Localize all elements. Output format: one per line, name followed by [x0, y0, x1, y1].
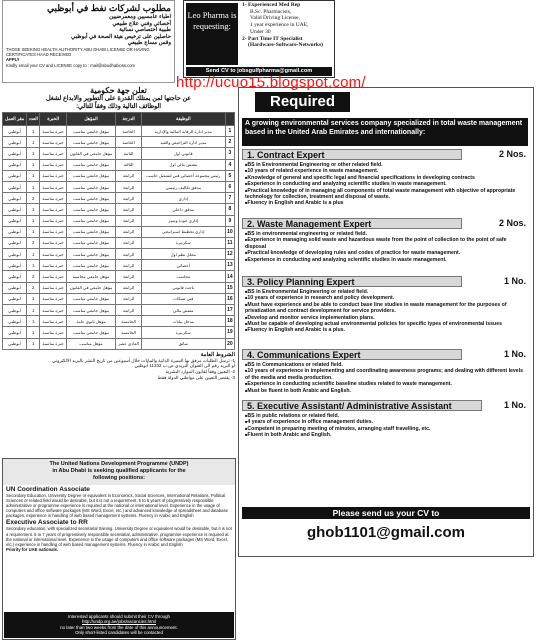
gov-table-cell: 1 — [27, 215, 40, 226]
gov-table-cell: أبوظبي — [3, 137, 27, 148]
gov-table-cell: خبرة مناسبة — [40, 126, 66, 137]
section-bullets — [245, 413, 528, 439]
gov-table-cell: 2 — [225, 137, 234, 148]
bullet: ■ BS in Environmental Engineering or other related field. — [245, 162, 528, 168]
gov-table-cell: مدقق تكاليف رئيسي — [141, 181, 225, 192]
gov-table-cell: 1 — [27, 316, 40, 327]
gov-table-cell: خبرة مناسبة — [40, 170, 66, 181]
gov-table-cell: الخاصة — [116, 126, 142, 137]
bullet: ■ BS in Communications or related field. — [245, 362, 528, 368]
gov-table-cell: 2 — [27, 282, 40, 293]
gov-table-cell: مؤهل جامعي مناسب — [66, 249, 116, 260]
gov-table-cell: 7 — [225, 193, 234, 204]
gov-table-header — [3, 113, 235, 126]
bullet: ■ Experience in conducting and analyzing scientific studies in waste management. — [245, 181, 528, 187]
ad-oil-companies — [2, 0, 175, 83]
gov-table-cell: الخامسة — [116, 316, 142, 327]
bullet: ■ Experience in managing solid waste and hazardous waste from the point of collection to the point of safe disposal — [245, 237, 528, 250]
undp-position-title: UN Coordination Associate — [6, 486, 90, 493]
gov-table-cell: 6 — [225, 181, 234, 192]
gov-table-cell: خبرة مناسبة — [40, 327, 66, 338]
ad-oil-contact: Kindly email your CV and LICENSE copy to : mail@abudhabioss.com — [6, 62, 136, 68]
bullet: ■ Must have experience and be able to conduct base line studies in waste management for the purposes of privatization and contract development for service providers. — [245, 302, 528, 315]
section-executive-assistant — [242, 400, 530, 411]
gov-table-cell: أبوظبي — [3, 305, 27, 316]
bullet: ■ 10 years of experience in implementing and coordinating awareness programs; and dealing with different levels of the media and media production. — [245, 368, 528, 381]
gov-table-cell: الرابعة — [116, 260, 142, 271]
gov-table-cell: مؤهل جامعي مناسب — [66, 327, 116, 338]
gov-table-row — [3, 271, 235, 282]
gov-table-cell: الخاصة — [116, 137, 142, 148]
gov-table-cell: أبوظبي — [3, 338, 27, 349]
gov-table-cell: 1 — [27, 249, 40, 260]
ad-oil-line: أخصائي وفني علاج طبيعي — [112, 20, 171, 27]
gov-table-cell: الرابعة — [116, 193, 142, 204]
leo-line: 1 year experience in UAE, — [250, 22, 309, 29]
gov-table-cell: 1 — [27, 137, 40, 148]
gov-table-cell: مؤهل جامعي مناسب — [66, 260, 116, 271]
gov-table-cell: 16 — [225, 293, 234, 304]
gov-table-cell: مؤهل جامعي مناسب — [66, 293, 116, 304]
ad-oil-line: اطباء عامسيين ومعمرضيين — [109, 14, 171, 20]
ad-oil-line: حاصلين على ترخيص هيئة الصحة في أبوظبي — [70, 33, 171, 40]
undp-head-line: in Abu Dhabi is seeking qualified applicants for the — [52, 467, 186, 474]
gov-table-cell: 1 — [27, 327, 40, 338]
gov-table-cell: الرابعة — [116, 215, 142, 226]
gov-table-cell: أبوظبي — [3, 226, 27, 237]
gov-table-cell: مؤهل مناسب — [66, 338, 116, 349]
gov-table-cell: 10 — [225, 226, 234, 237]
gov-table-cell: مؤهل جامعي مناسب — [66, 181, 116, 192]
gov-table-cell: خبرة مناسبة — [40, 260, 66, 271]
section-title: 2. Waste Management Expert — [242, 218, 462, 229]
gov-table-row — [3, 137, 235, 148]
gov-table-row — [3, 293, 235, 304]
gov-table-cell: مؤهل جامعي مناسب — [66, 305, 116, 316]
gov-subtitle-2: الوظائف التالية وذلك وفقاً للتالي: — [75, 102, 162, 110]
gov-table-cell: مدخل بيانات — [141, 316, 225, 327]
gov-table-cell: 1 — [27, 204, 40, 215]
gov-table-cell: 1 — [27, 159, 40, 170]
gov-table-cell: خبرة مناسبة — [40, 137, 66, 148]
gov-terms — [2, 352, 235, 380]
bullet: ■ Practical knowledge of developing rules and codes of practice for waste management. — [245, 250, 528, 256]
gov-title: تعلن جهة حكومية — [90, 86, 147, 95]
ad-oil-line: طبيبة اختصاصي نسائية — [119, 27, 171, 34]
gov-table-cell: 1 — [27, 126, 40, 137]
gov-table-cell: مؤهل جامعي مناسب — [66, 215, 116, 226]
gov-terms-title: الشروط العامة — [200, 351, 235, 358]
section-bullets — [245, 231, 528, 263]
gov-term: 2- التعيين وفقاً لقانون الموارد البشرية — [165, 368, 235, 374]
section-bullets — [245, 162, 528, 207]
gov-table-cell: إداري — [141, 193, 225, 204]
gov-table-cell: 17 — [225, 305, 234, 316]
section-title: 4. Communications Expert — [242, 349, 462, 360]
section-count: 2 Nos. — [498, 218, 526, 228]
gov-table-row — [3, 148, 235, 159]
gov-header-cell: المؤهل — [66, 113, 116, 126]
gov-table-cell: مفتش مالي — [141, 305, 225, 316]
bullet: ■ Fluency in English and Arabic is a plus. — [245, 327, 528, 333]
gov-table-cell: الرابعة — [116, 204, 142, 215]
undp-foot-line: Interested applicants should submit their CV through — [67, 614, 171, 619]
ad-oil-english: THOSE SEEKING HEALTH AUTHORITY ABU DHABI LICENSE OR HAVING CERTIFICATES HAAD RECEIVED — [6, 46, 150, 58]
leo-line: 1- Experienced Med Rep — [242, 2, 301, 8]
gov-table-row — [3, 282, 235, 293]
gov-table-cell: الرابعة — [116, 237, 142, 248]
gov-table-cell: باحث قانوني — [141, 282, 225, 293]
gov-table-cell: 1 — [27, 338, 40, 349]
gov-table-cell: مؤهل جامعي محاسبة — [66, 271, 116, 282]
gov-table-cell: الرابعة — [116, 249, 142, 260]
gov-table-cell: الثالثة — [116, 159, 142, 170]
ad-required — [238, 87, 534, 557]
gov-table-cell: 20 — [225, 338, 234, 349]
section-count: 2 Nos. — [498, 149, 526, 159]
bullet: ■ BS in public relations or related field. — [245, 413, 528, 419]
gov-table-cell: خبرة مناسبة — [40, 148, 66, 159]
bullet: ■ Experience in conducting and analyzing scientific studies in waste management. — [245, 257, 528, 263]
gov-table-row — [3, 305, 235, 316]
gov-table-cell: 14 — [225, 271, 234, 282]
gov-table-cell: الرابعة — [116, 181, 142, 192]
gov-table-cell: 13 — [225, 260, 234, 271]
gov-table-cell: أبوظبي — [3, 249, 27, 260]
gov-table-cell: أبوظبي — [3, 215, 27, 226]
ad-oil-apply: APPLY — [6, 57, 20, 63]
gov-table-cell: خبرة مناسبة — [40, 293, 66, 304]
bullet: ■ 10 years of experience in research and policy development. — [245, 295, 528, 301]
gov-table-cell: أبوظبي — [3, 260, 27, 271]
gov-table-cell: أبوظبي — [3, 126, 27, 137]
undp-priority: Priority for UAE nationals. — [6, 546, 59, 552]
undp-link[interactable]: http://undp.org.ae/jobs/vacancies.html — [82, 619, 156, 625]
gov-table-cell: خبرة مناسبة — [40, 204, 66, 215]
ad-leo-pharma — [183, 0, 335, 78]
bullet: ■ Fluency in English and Arabic is a plus — [245, 200, 528, 206]
section-bullets — [245, 289, 528, 334]
bullet: ■ 4 years of experience in office management duties. — [245, 419, 528, 425]
gov-table-cell: أبوظبي — [3, 181, 27, 192]
gov-table-cell: 1 — [27, 293, 40, 304]
undp-head-line: The United Nations Development Programme (UNDP) — [49, 461, 189, 467]
gov-table-cell: خبرة مناسبة — [40, 305, 66, 316]
gov-table-cell: أبوظبي — [3, 293, 27, 304]
leo-send-cv: Send CV to jobsgulfpharma@gmail.com — [186, 67, 332, 76]
gov-table-row — [3, 327, 235, 338]
gov-table-row — [3, 204, 235, 215]
gov-table-row — [3, 226, 235, 237]
gov-table-cell: سكرتيرة — [141, 237, 225, 248]
gov-table-cell: أبوظبي — [3, 271, 27, 282]
leo-line: Valid Driving License, — [250, 15, 300, 22]
gov-table-row — [3, 249, 235, 260]
gov-table-cell: مؤهل جامعي مناسب — [66, 170, 116, 181]
gov-table-cell: مؤهل جامعي مناسب — [66, 126, 116, 137]
gov-table-cell: 1 — [27, 181, 40, 192]
gov-term: 1- ترسل الطلبات مرفق بها السيرة الذاتية والبيانات خلال أسبوعين من تاريخ النشر بالبريد الالكتروني — [52, 357, 235, 363]
gov-table-cell: خبرة مناسبة — [40, 338, 66, 349]
bullet: ■ Knowledge of general and specific legal and financial specifications in developing contracts — [245, 175, 528, 181]
undp-position-title: Executive Associate to RR — [6, 519, 88, 527]
bullet: ■ Develop and monitor service implementation plans. — [245, 315, 528, 321]
leo-brand-box: Leo Pharma is requesting: — [186, 3, 238, 65]
bullet: ■ Fluent in both Arabic and English. — [245, 432, 528, 438]
gov-table-row — [3, 338, 235, 349]
gov-table-cell: خبرة مناسبة — [40, 316, 66, 327]
gov-table-cell: إداري تخطيط استراتيجي — [141, 226, 225, 237]
gov-table-cell: 5 — [225, 170, 234, 181]
gov-subtitle-1: عن حاجتها لمن يمتلك القدرة على التطوير والابداع لشغل — [45, 95, 192, 102]
bullet: ■ Must be fluent in both Arabic and English. — [245, 388, 528, 394]
gov-table-cell: أبوظبي — [3, 327, 27, 338]
section-waste-management-expert — [242, 218, 530, 229]
gov-table-cell: خبرة مناسبة — [40, 181, 66, 192]
section-bullets — [245, 362, 528, 394]
gov-table-cell: قانوني اول — [141, 148, 225, 159]
leo-line: Under 30 — [250, 28, 271, 35]
section-contract-expert — [242, 149, 530, 160]
required-banner: Required — [255, 92, 350, 112]
bullet: ■ BS in environmental engineering or related field. — [245, 231, 528, 237]
gov-table-cell: 11 — [225, 237, 234, 248]
gov-table-cell: 1 — [27, 226, 40, 237]
gov-table-cell: الخامسة — [116, 327, 142, 338]
bullet: ■ Practical knowledge of in managing all components of total waste management with objective of appropriate technology for collection, treatment and disposal of waste. — [245, 188, 528, 201]
gov-table-row — [3, 316, 235, 327]
gov-table-row — [3, 215, 235, 226]
gov-table-cell: خبرة مناسبة — [40, 282, 66, 293]
gov-table-cell: محلل نظم اول — [141, 249, 225, 260]
gov-table-cell: أبوظبي — [3, 170, 27, 181]
gov-table-row — [3, 170, 235, 181]
gov-table-cell: محاسب — [141, 271, 225, 282]
ad-government — [2, 86, 235, 454]
gov-table-cell: أبوظبي — [3, 193, 27, 204]
gov-table-cell: سائق — [141, 338, 225, 349]
gov-table-cell: 1 — [27, 305, 40, 316]
gov-table-cell: 4 — [225, 159, 234, 170]
gov-table-cell: مدير ادارة التراخيص والقيد — [141, 137, 225, 148]
gov-table-cell: فني شبكات — [141, 293, 225, 304]
gov-table-cell: الثانية — [116, 148, 142, 159]
gov-table-cell: خبرة مناسبة — [40, 226, 66, 237]
gov-term: 3- يقتصر التعيين على مواطني الدولة فقط — [157, 374, 235, 380]
gov-table-row — [3, 193, 235, 204]
gov-table-cell: مؤهل ثانوي عامة — [66, 316, 116, 327]
gov-table-row — [3, 260, 235, 271]
bullet: ■ BS in Environmental Engineering or related field. — [245, 289, 528, 295]
gov-table-cell: 2 — [27, 271, 40, 282]
leo-line: B.Sc. Pharmacists, — [250, 8, 292, 15]
required-intro: A growing environmental services company specialized in total waste management based in the United Arab Emirates and internationally: — [242, 118, 528, 146]
gov-header-cell: الخبرة — [40, 113, 66, 126]
gov-table-cell: 15 — [225, 282, 234, 293]
gov-table-cell: مؤهل جامعي مناسب — [66, 226, 116, 237]
gov-header-cell — [225, 113, 234, 126]
gov-header-cell: الوظيفة — [141, 113, 225, 126]
gov-table-cell: خبرة مناسبة — [40, 271, 66, 282]
section-count: 1 No. — [503, 276, 526, 286]
gov-table-cell: مؤهل جامعي مناسب — [66, 159, 116, 170]
gov-table-cell: الرابعة — [116, 226, 142, 237]
gov-header-cell: العدد — [27, 113, 40, 126]
section-title: 3. Policy Planning Expert — [242, 276, 462, 287]
gov-table-cell: 12 — [225, 249, 234, 260]
gov-table-cell: الرابعة — [116, 170, 142, 181]
ad-undp — [2, 458, 236, 640]
gov-table-cell: الرابعة — [116, 282, 142, 293]
gov-table-cell: مدير ادارة الرقابة المالية والإدارية — [141, 126, 225, 137]
gov-table-cell: خبرة مناسبة — [40, 249, 66, 260]
gov-table-row — [3, 237, 235, 248]
leo-line: (Hardware-Software-Networks) — [248, 42, 323, 49]
gov-table-cell: 18 — [225, 316, 234, 327]
gov-table-cell: إداري جودة وتميز — [141, 215, 225, 226]
leo-requirements — [242, 2, 334, 49]
blog-url-link[interactable]: http://ucuo15.blogspot.com/ — [176, 74, 366, 91]
gov-table-cell: 8 — [225, 204, 234, 215]
gov-table-cell: مؤهل جامعي في القانون — [66, 148, 116, 159]
leo-line: 2- Part Time IT Specialist — [242, 35, 303, 42]
gov-table-cell: مفتش مالي اول — [141, 159, 225, 170]
undp-position-text: Secondary Education, University Degree or equivalent in Economics, Social Sciences, International Relations, Political Sciences or related field would be desirable, but it is not a requirement. 5 to 6 years of progressively responsible administrative or programme experience is required at the national or international level. Experience in the usage of computers and office software packages (MS Word, Excel, etc.) and advanced knowledge of spreadsheet and database packages, experience in handling of web based management systems. Fluency in Arabic and English — [6, 493, 228, 519]
undp-foot-line: no later than two weeks from the date of this announcement. — [60, 624, 178, 630]
bullet: ■ Competent in preparing meeting of minutes, arranging staff travelling, etc. — [245, 426, 528, 432]
gov-table-row — [3, 159, 235, 170]
gov-table-cell: الرابعة — [116, 305, 142, 316]
gov-table-cell: خبرة مناسبة — [40, 237, 66, 248]
gov-table-cell: سكرتيرة — [141, 327, 225, 338]
bullet: ■ 10 years of related experience in waste management. — [245, 168, 528, 174]
section-count: 1 No. — [503, 400, 526, 410]
gov-table-cell: الرابعة — [116, 293, 142, 304]
gov-table-cell: مؤهل جامعي مناسب — [66, 193, 116, 204]
gov-table-body — [3, 126, 235, 350]
gov-table-cell: خبرة مناسبة — [40, 215, 66, 226]
ad-oil-line: وقس مساج طبيعي — [127, 40, 171, 47]
undp-position-text: Secondary education, with specialized secretarial training. University Degree or equivalent would be desirable, but it is not a requirement. 5 to 7 years of progressively responsible secretarial, administrative, programme experience is required at the national or international level. Experience in the usage of computers and office software packages (MS Word, Excel, etc.) experience in handling of web based management systems. Fluency in Arabic and English — [6, 526, 232, 547]
gov-table-cell: مؤهل جامعي مناسب — [66, 237, 116, 248]
gov-table-row — [3, 181, 235, 192]
gov-table-cell: أبوظبي — [3, 148, 27, 159]
required-email: ghob1101@gmail.com — [306, 524, 465, 541]
gov-table-cell: مؤهل جامعي مناسب — [66, 204, 116, 215]
gov-table-cell: أبوظبي — [3, 159, 27, 170]
bullet: ■ Experience in conducting scientific baseline studies related to waste management. — [245, 381, 528, 387]
gov-table-cell: 19 — [225, 327, 234, 338]
section-policy-planning-expert — [242, 276, 530, 287]
gov-table-cell: أبوظبي — [3, 282, 27, 293]
undp-foot-line: Only short-listed candidates will be contacted — [75, 630, 163, 636]
gov-table-cell: أبوظبي — [3, 237, 27, 248]
gov-table-cell: أخصائي — [141, 260, 225, 271]
gov-table-cell: أبوظبي — [3, 316, 27, 327]
gov-table-cell: الرابعة — [116, 271, 142, 282]
gov-jobs-table — [2, 112, 235, 350]
gov-term: أو البريد رقم الى العنوان البريدي ص.ب 11332 أبوظبي — [134, 363, 235, 369]
gov-table-cell: 2 — [27, 193, 40, 204]
undp-head-line: following positions: — [93, 474, 145, 481]
gov-table-cell: 1 — [27, 260, 40, 271]
undp-footer — [4, 612, 234, 638]
gov-table-cell: 9 — [225, 215, 234, 226]
bullet: ■ Must be capable of developing actual environmental policies for specific types of environmental issues — [245, 321, 528, 327]
gov-table-cell: 1 — [27, 148, 40, 159]
section-title: 1. Contract Expert — [242, 149, 462, 160]
gov-table-cell: رئيس مجموعة أخصائي فني لتشغيل حاسب — [141, 170, 225, 181]
gov-header-cell: الدرجة — [116, 113, 142, 126]
gov-table-cell: أبوظبي — [3, 204, 27, 215]
ad-oil-title: مطلوب لشركات نفط في أبوظبي — [47, 3, 171, 13]
gov-table-cell: مؤهل جامعي في القانون — [66, 282, 116, 293]
section-count: 1 No. — [503, 349, 526, 359]
gov-header-cell: مقر العمل — [3, 113, 27, 126]
section-title: 5. Executive Assistant/ Administrative Assistant — [242, 400, 482, 411]
required-send-cv: Please send us your CV to — [242, 507, 530, 519]
gov-table-cell: العادي عشر — [116, 338, 142, 349]
gov-table-cell: خبرة مناسبة — [40, 193, 66, 204]
gov-table-cell: خبرة مناسبة — [40, 159, 66, 170]
section-communications-expert — [242, 349, 530, 360]
gov-table-row — [3, 126, 235, 137]
undp-header — [3, 459, 235, 485]
gov-table-cell: 2 — [27, 237, 40, 248]
gov-table-cell: 1 — [225, 126, 234, 137]
gov-table-cell: 3 — [225, 148, 234, 159]
gov-table-cell: مؤهل جامعي مناسب — [66, 137, 116, 148]
gov-table-cell: مدقق داخلي — [141, 204, 225, 215]
gov-table-cell: 1 — [27, 170, 40, 181]
